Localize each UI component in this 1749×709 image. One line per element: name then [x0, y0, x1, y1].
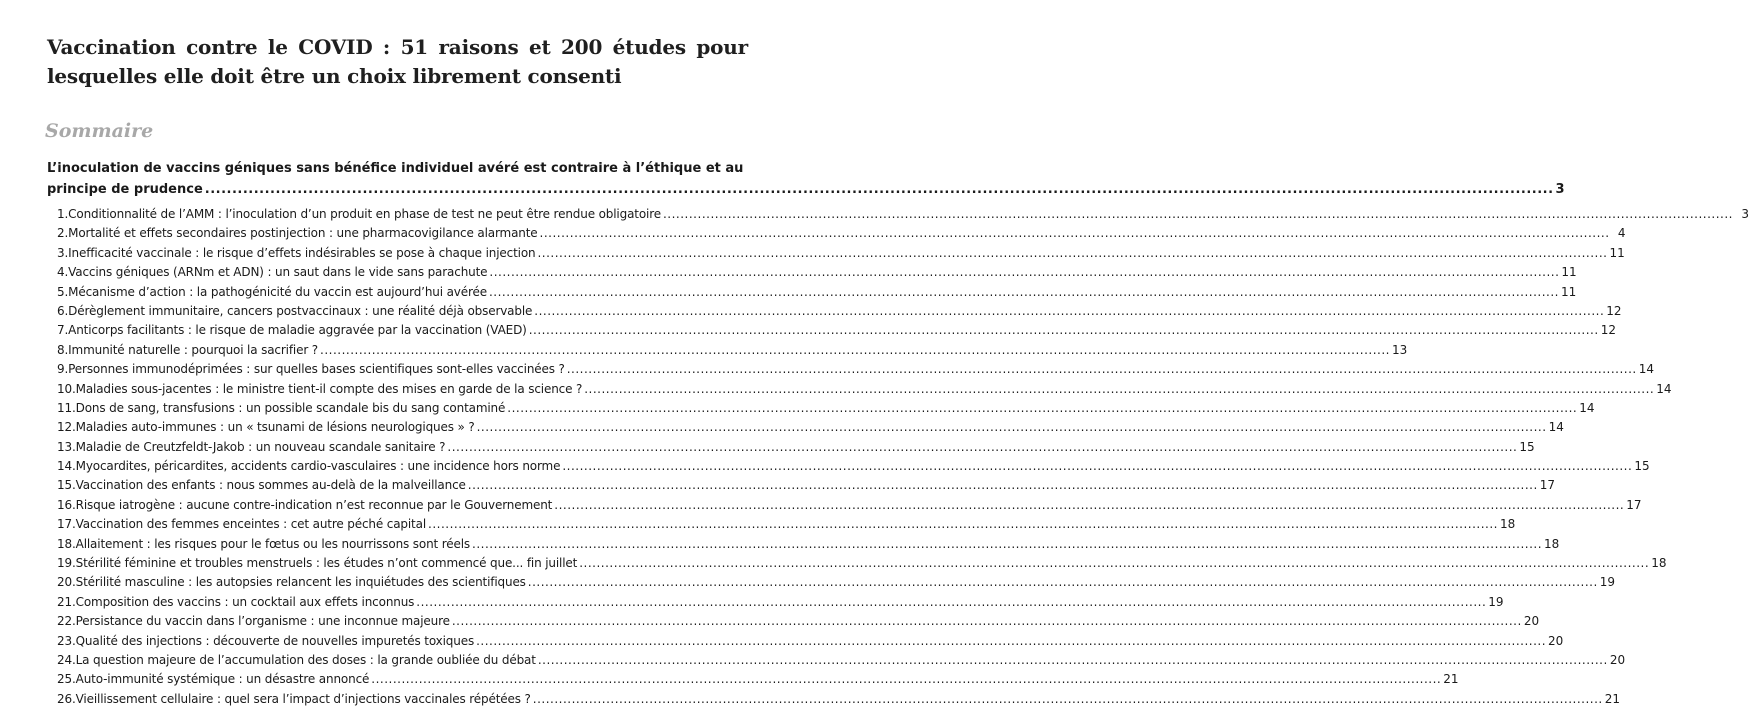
toc-entry-page-number: 18	[1500, 517, 1516, 532]
toc-entry-page-number: 15	[1634, 459, 1650, 474]
toc-entry-page-number: 15	[1519, 439, 1535, 454]
toc-entry-title: 20.Stérilité masculine : les autopsies relancent les inquiétudes des scientifiques	[57, 575, 526, 590]
toc-entry-title: 14.Myocardites, péricardites, accidents cardio-vasculaires : une incidence hors norme	[57, 459, 561, 474]
section-heading: Sommaire	[45, 120, 154, 142]
dot-leader	[538, 651, 1608, 670]
toc-entry[interactable]	[57, 651, 1626, 670]
toc-entry-title: 16.Risque iatrogène : aucune contre-indication n’est reconnue par le Gouvernement	[57, 497, 553, 512]
toc-entry-page-number: 18	[1544, 536, 1560, 551]
toc-entry[interactable]	[57, 380, 1672, 399]
toc-entry-page-number: 11	[1561, 265, 1577, 280]
toc-entry[interactable]	[57, 670, 1459, 689]
toc-entry-page-number: 20	[1609, 652, 1626, 667]
toc-entry[interactable]	[57, 535, 1560, 554]
toc-entry-title: 13.Maladie de Creutzfeldt-Jakob : un nouveau scandale sanitaire ?	[57, 439, 446, 454]
toc-entry[interactable]	[57, 690, 1621, 709]
toc-entry-page-number: 11	[1609, 245, 1625, 260]
dot-leader	[476, 632, 1546, 651]
toc-entry-page-number: 20	[1523, 614, 1540, 629]
toc-entry[interactable]	[57, 612, 1540, 631]
toc-entry[interactable]	[57, 205, 1749, 224]
dot-leader	[533, 690, 1603, 709]
toc-entry[interactable]	[57, 554, 1667, 573]
dot-leader	[562, 457, 1632, 476]
toc-entry[interactable]	[57, 573, 1616, 592]
dot-leader	[540, 224, 1610, 243]
toc-entry-page-number: 12	[1606, 303, 1622, 318]
toc-chapter-page-number: 3	[1555, 182, 1565, 197]
toc-entry[interactable]	[57, 321, 1616, 340]
toc-entry-page-number: 21	[1604, 691, 1621, 706]
toc-entry-page-number: 14	[1548, 420, 1564, 435]
toc-entry-page-number: 18	[1651, 556, 1667, 571]
toc-entry-title: 25.Auto-immunité systémique : un désastre annoncé	[57, 672, 370, 687]
dot-leader	[528, 573, 1598, 592]
toc-entry-page-number: 4	[1617, 226, 1626, 241]
dot-leader	[663, 205, 1733, 224]
toc-entry-title: 10.Maladies sous-jacentes : le ministre tient-il compte des mises en garde de la science ?	[57, 381, 583, 396]
dot-leader	[452, 612, 1522, 631]
toc-entry[interactable]	[57, 244, 1625, 263]
toc-entry[interactable]	[57, 360, 1654, 379]
toc-entry-title: 7.Anticorps facilitants : le risque de maladie aggravée par la vaccination (VAED)	[57, 323, 527, 338]
toc-entry-page-number: 12	[1600, 323, 1616, 338]
toc-entry[interactable]	[57, 263, 1577, 282]
dot-leader	[529, 321, 1599, 340]
toc-entry[interactable]	[57, 341, 1408, 360]
toc-entry-title: 2.Mortalité et effets secondaires postinjection : une pharmacovigilance alarmante	[57, 226, 538, 241]
toc-chapter-entry[interactable]	[47, 158, 1565, 200]
toc-entry-page-number: 14	[1656, 381, 1672, 396]
toc-entry[interactable]	[57, 476, 1556, 495]
dot-leader	[468, 476, 1538, 495]
toc-entry-title: 23.Qualité des injections : découverte de nouvelles impuretés toxiques	[57, 633, 475, 648]
toc-entry[interactable]	[57, 224, 1626, 243]
toc-entry-title: 24.La question majeure de l’accumulation des doses : la grande oubliée du débat	[57, 652, 536, 667]
toc-entry-title: 26.Vieillissement cellulaire : quel sera l’impact d’injections vaccinales répétées ?	[57, 691, 531, 706]
dot-leader	[584, 380, 1654, 399]
dot-leader	[371, 670, 1441, 689]
toc-entry-title: 3.Inefficacité vaccinale : le risque d’effets indésirables se pose à chaque injection	[57, 245, 536, 260]
toc-entry-title: 21.Composition des vaccins : un cocktail aux effets inconnus	[57, 594, 415, 609]
toc-entry-title: 4.Vaccins géniques (ARNm et ADN) : un saut dans le vide sans parachute	[57, 265, 488, 280]
toc-entry-page-number: 13	[1391, 342, 1408, 357]
dot-leader	[416, 593, 1486, 612]
toc-entry-page-number: 17	[1539, 478, 1556, 493]
toc-entry[interactable]	[57, 438, 1535, 457]
toc-entry[interactable]	[57, 399, 1595, 418]
toc-entry-page-number: 19	[1599, 575, 1616, 590]
toc-entry-title: 22.Persistance du vaccin dans l’organisme : une inconnue majeure	[57, 614, 450, 629]
toc-entry-title: 5.Mécanisme d’action : la pathogénicité du vaccin est aujourd’hui avérée	[57, 284, 487, 299]
toc-entry[interactable]	[57, 457, 1650, 476]
toc-entry-page-number: 3	[1741, 207, 1749, 221]
toc-entry[interactable]	[57, 632, 1564, 651]
dot-leader	[428, 515, 1498, 534]
toc-entry-page-number: 20	[1548, 633, 1564, 648]
toc-entry-title: 18.Allaitement : les risques pour le fœtus ou les nourrissons sont réels	[57, 536, 471, 551]
dot-leader	[320, 341, 1390, 360]
dot-leader	[537, 244, 1607, 263]
dot-leader	[554, 496, 1624, 515]
dot-leader	[489, 283, 1559, 302]
dot-leader	[534, 302, 1604, 321]
toc-entry-title: 1.Conditionnalité de l’AMM : l’inoculation d’un produit en phase de test ne peut être rendue obligatoire	[57, 207, 661, 221]
toc-entry-title: 8.Immunité naturelle : pourquoi la sacrifier ?	[57, 342, 318, 357]
toc-chapter-title-line1: L’inoculation de vaccins géniques sans bénéfice individuel avéré est contraire à l’éthique et au	[47, 161, 744, 176]
dot-leader	[477, 418, 1547, 437]
toc-entry-title: 12.Maladies auto-immunes : un « tsunami de lésions neurologiques » ?	[57, 420, 475, 435]
dot-leader	[472, 535, 1542, 554]
toc-entry-page-number: 19	[1488, 594, 1504, 609]
toc-entry[interactable]	[57, 283, 1577, 302]
toc-entry-page-number: 14	[1579, 400, 1595, 415]
toc-entry[interactable]	[57, 418, 1564, 437]
dot-leader	[567, 360, 1637, 379]
toc-chapter-title-line2: principe de prudence	[47, 182, 203, 197]
toc-entry-page-number: 11	[1560, 284, 1577, 299]
dot-leader	[507, 399, 1577, 418]
dot-leader	[489, 263, 1559, 282]
dot-leader	[579, 554, 1649, 573]
dot-leader	[205, 179, 1554, 200]
toc-entry-title: 19.Stérilité féminine et troubles menstruels : les études n’ont commencé que... fin juillet	[57, 556, 578, 571]
toc-entry-page-number: 14	[1638, 362, 1654, 377]
toc-entry-title: 11.Dons de sang, transfusions : un possible scandale bis du sang contaminé	[57, 400, 506, 415]
toc-entry-title: 9.Personnes immunodéprimées : sur quelles bases scientifiques sont-elles vaccinées ?	[57, 362, 565, 377]
toc-entry-title: 17.Vaccination des femmes enceintes : cet autre péché capital	[57, 517, 427, 532]
dot-leader	[447, 438, 1517, 457]
toc-entry[interactable]	[57, 593, 1504, 612]
document-title: Vaccination contre le COVID : 51 raisons et 200 études pour lesquelles elle doit être un choix librement consenti	[47, 35, 748, 88]
toc-entry-page-number: 21	[1443, 672, 1459, 687]
toc-entry-page-number: 17	[1626, 497, 1642, 512]
toc-entry[interactable]	[57, 515, 1516, 534]
toc-entry[interactable]	[57, 496, 1642, 515]
toc-entry[interactable]	[57, 302, 1622, 321]
toc-entry-title: 6.Dérèglement immunitaire, cancers postvaccinaux : une réalité déjà observable	[57, 303, 533, 318]
toc-entry-title: 15.Vaccination des enfants : nous sommes au-delà de la malveillance	[57, 478, 466, 493]
toc-list	[57, 205, 1749, 709]
